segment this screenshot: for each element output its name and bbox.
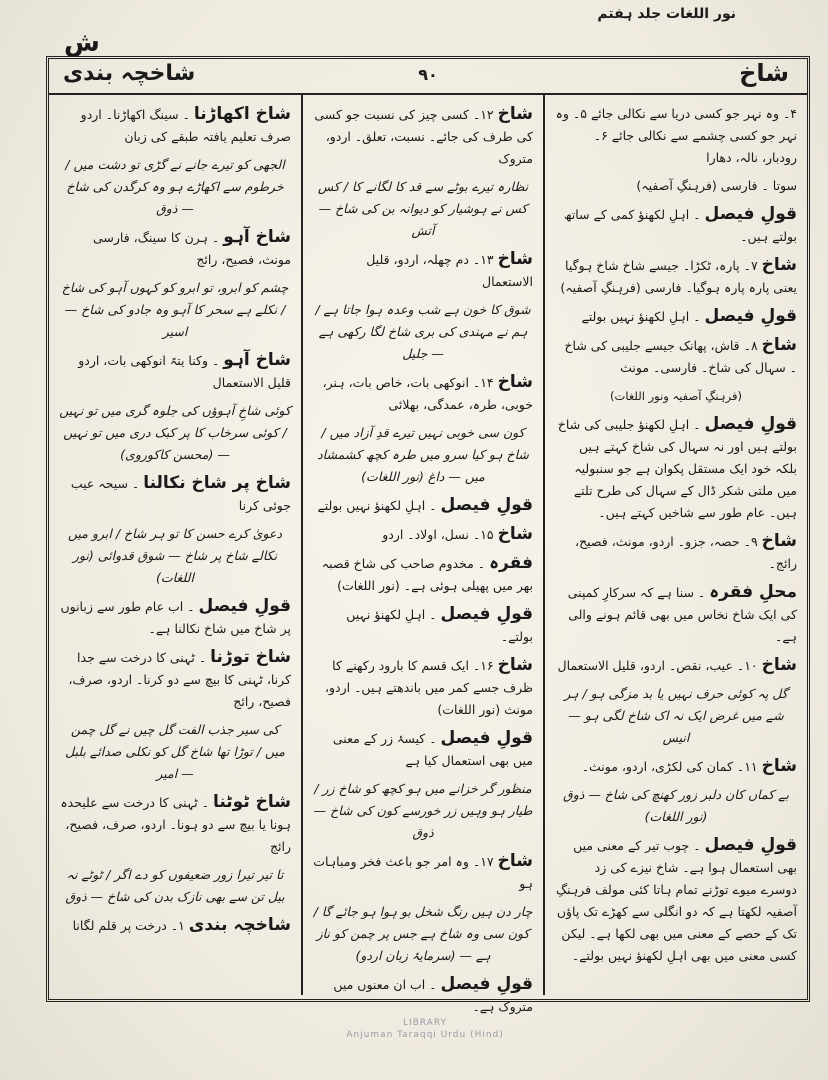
entry-definition: ۔ اب عام طور سے زبانوں پر شاخ میں شاخ نکالنا ہے۔ (60, 599, 291, 636)
dictionary-entry (313, 371, 533, 416)
stamp-line: LIBRARY (402, 1018, 448, 1028)
entry-definition: ۱۵۔ نسل، اولاد۔ اردو (382, 527, 498, 542)
verse-quotation: بے کماں کان دلبر زور کھنچ کی شاخ — ذوق (نور اللغات) (563, 787, 789, 824)
verse-quotation: چشم کو ابرو، تو ابرو کو کہوں آہو کی شاخ / نکلے ہے سحر کا آہو وہ جادو کی شاخ — اسیر (61, 280, 289, 339)
entry-headword: شاخ (761, 335, 797, 355)
entry-definition: ۔ سیحہ عیب جوئی کرنا (70, 476, 291, 513)
entry-headword: شاخ (497, 249, 533, 269)
dictionary-entry (313, 494, 533, 517)
dictionary-entry (313, 248, 533, 293)
entry-definition: ۱۳۔ دم چھلہ، اردو، قلیل الاستعمال (366, 252, 533, 289)
entry-headword: فقرہ (489, 553, 533, 573)
entry-headword: شاخچہ بندی (188, 915, 291, 935)
entry-definition: ۔ کیسۂ زر کے معنی میں بھی استعمال کیا ہے (332, 731, 533, 768)
entry-definition: ۱۔ درخت پر قلم لگانا (72, 918, 189, 933)
entry-definition: ۔ سنا ہے کہ سرکارِ کمپنی کی ایک شاخ نخاس میں بھی قائم ہونے والی ہے۔ (567, 585, 797, 644)
entry-headword: شاخ توڑنا (210, 647, 291, 667)
dictionary-entry (59, 646, 291, 713)
dictionary-entry (555, 654, 797, 677)
page-header (49, 59, 807, 95)
entry-headword: قولِ فیصل (704, 306, 797, 326)
dictionary-entry (555, 413, 797, 524)
entry-definition: ۱۱۔ کمان کی لکڑی، اردو، مونث۔ (581, 759, 762, 774)
verse-quotation: کی سیر جذب الفت گل چیں نے گل چمن میں / توڑا تھا شاخ گل کو نکلی صدائے بلبل — امیر (65, 722, 285, 781)
dictionary-entry (313, 603, 533, 648)
dictionary-entry (59, 914, 291, 937)
dictionary-entry (555, 834, 797, 967)
entry-definition: ۔ ٹہنی کا درخت سے جدا کرنا، ٹہنی کا بیچ سے دو کرنا۔ اردو، صرف، فصیح، رائج (68, 650, 291, 709)
entry-headword: شاخ آہو (223, 350, 291, 370)
entry-definition: ۔ وکنا یتہً انوکھی بات، اردو قلیل الاستعمال (78, 353, 291, 390)
dictionary-entry (59, 226, 291, 271)
entry-definition: ۱۴۔ انوکھی بات، خاص بات، ہنر، خوبی، طرہ، عمدگی، بھلائی (322, 375, 533, 412)
verse-quotation: دعویٰ کرے حسن کا تو ہر شاخ / ابرو میں نکالے شاخ پر شاخ — شوق قدوائی (نور اللغات) (68, 526, 282, 585)
dictionary-entry (555, 581, 797, 648)
entry-headword: قولِ فیصل (440, 604, 533, 624)
entry-headword: شاخ (497, 524, 533, 544)
entry-headword: قولِ فیصل (440, 728, 533, 748)
dictionary-entry (555, 334, 797, 379)
entry-headword: شاخ پر شاخ نکالنا (143, 473, 291, 493)
verse-quotation: گل پہ کوئی حرف نہیں یا بد مزگی ہو / ہر شے میں غرض ایک نہ اک شاخ لگی ہو — انیس (564, 686, 788, 745)
dictionary-entry (555, 305, 797, 328)
verse-quotation: کون سی خوبی نہیں تیرے قدِ آزاد میں / شاخ ہو کیا سرو میں طرہ کچھ کشمشاد میں — داغ (نور اللغات) (317, 425, 529, 484)
entry-headword: شاخ (761, 756, 797, 776)
entry-definition: ۱۶۔ ایک قسم کا بارود رکھنے کا ظرف جسے کمر میں باندھتے ہیں۔ اردو، مونث (نور اللغات) (324, 658, 533, 717)
verse-quotation: نظارہ تیرے بوٹے سے قد کا لگانے کا / کس کس نے ہوشیار کو دیوانہ بن کی شاخ — آتش (317, 179, 529, 238)
verse-quotation: منظور گر خزانے میں ہو کچھ کو شاخ زر / طیار ہو وہیں زر خورسے کون کی شاخ — ذوق (313, 781, 533, 840)
source-citation: (فرہنگِ آصفیہ ونور اللغات) (610, 389, 742, 403)
entry-text: سوتا ۔ فارسی (فرہنگِ آصفیہ) (636, 178, 797, 193)
entry-definition: ۔ اہلِ لکھنؤ نہیں بولتے۔ (346, 607, 533, 644)
entry-definition: ۔ اہلِ لکھنؤ نہیں بولتے (317, 498, 441, 513)
entry-definition: ۔ اہلِ لکھنؤ جلیبی کی شاخ بولتے ہیں اور نہ سہال کی شاخ کہتے ہیں بلکہ خود ایک مستقل پکوان ہے جو سنبولیہ میں ملتی شکر ڈال کے سہال کی طرح تلتے ہیں۔ عام طور سے شاخیں کہتے ہیں۔ (557, 417, 797, 520)
entry-definition: ۔ اہلِ لکھنؤ کمی کے ساتھ بولتے ہیں۔ (563, 207, 797, 244)
dictionary-entry (59, 103, 291, 148)
dictionary-entry (59, 791, 291, 858)
entry-definition: ۔ ٹہنی کا درخت سے علیحدہ ہونا یا بیچ سے دو ہونا۔ اردو، صرف، فصیح، رائج (60, 795, 291, 854)
page-number: ۹۰ (418, 65, 438, 84)
dictionary-entry (59, 472, 291, 517)
entry-headword: قولِ فیصل (704, 204, 797, 224)
page-frame (46, 56, 810, 1014)
dictionary-entry (555, 203, 797, 248)
dictionary-entry (313, 973, 533, 1018)
dictionary-entry (555, 755, 797, 778)
entry-definition: ۔ اب ان معنوں میں متروک ہے۔ (333, 977, 533, 1014)
verse-quotation: الجھی کو تیرے جانے نے گڑی تو دشت میں / خرطوم سے اکھاڑے ہو وہ کرگدن کی شاخ — ذوق (65, 157, 285, 216)
entry-definition: ۔ سینگ اکھاڑنا۔ اردو صرف تعلیم یافتہ طبقے کی زبان (80, 107, 291, 144)
column-left (49, 95, 301, 995)
entry-headword: شاخ آہو (223, 227, 291, 247)
dictionary-entry (313, 850, 533, 895)
head-letter: ش (64, 28, 100, 58)
dictionary-entry (313, 552, 533, 597)
entry-headword: شاخ (761, 531, 797, 551)
entry-definition: ۱۰۔ عیب، نقص۔ اردو، قلیل الاستعمال (557, 658, 762, 673)
library-stamp (300, 1018, 550, 1042)
running-head: نور اللغات جلد ہفتم (597, 6, 736, 22)
entry-definition: ۷۔ پارہ، ٹکڑا۔ جیسے شاخ شاخ ہوگیا یعنی پارہ پارہ ہوگیا۔ فارسی (فرہنگِ آصفیہ) (560, 258, 797, 295)
column-right (545, 95, 807, 995)
verse-quotation: تا تیر تیرا زور ضعیفوں کو دے اگر / ٹوٹے نہ بیل تن سے بھی نازک بدن کی شاخ — ذوق (65, 867, 285, 904)
entry-headword: قولِ فیصل (440, 495, 533, 515)
entry-headword: شاخ (497, 104, 533, 124)
dictionary-entry (313, 103, 533, 170)
entry-headword: قولِ فیصل (704, 835, 797, 855)
entry-definition: ۱۲۔ کسی چیز کی نسبت جو کسی کی طرف کی جائے۔ نسبت، تعلق۔ اردو، متروک (314, 107, 533, 166)
entry-headword: شاخ (497, 372, 533, 392)
entry-headword: شاخ اکھاڑنا (193, 104, 291, 124)
stamp-line: Anjuman Taraqqi Urdu (Hind) (346, 1030, 504, 1040)
entry-headword: محلِ فقرہ (709, 582, 797, 602)
entry-headword: شاخ (497, 655, 533, 675)
verse-quotation: کوئی شاخِ آہوؤں کی جلوہ گری میں تو نہیں / کوئی سرخاب کا پر کبک دری میں تو نہیں — (محسن کاکوروی) (59, 403, 291, 462)
verse-quotation: شوق کا خون ہے شب وعدہ ہوا جاتا ہے / ہم نے مہندی کی بری شاخ لگا رکھی ہے — جلیل (315, 302, 531, 361)
column-middle (301, 95, 545, 1014)
entry-headword: شاخ ٹوٹنا (212, 792, 291, 812)
entry-text: ۴۔ وہ نہر جو کسی دریا سے نکالی جائے ۵۔ وہ نہر جو کسی چشمے سے نکالی جائے ۶۔ رودبار، نالہ، دھارا (555, 106, 797, 165)
header-last-entry: شاخچہ بندی (63, 61, 196, 86)
entry-headword: قولِ فیصل (440, 974, 533, 994)
dictionary-entry (555, 530, 797, 575)
entry-definition: ۹۔ حصہ، جزو۔ اردو، مونث، فصیح، رائج۔ (575, 534, 797, 571)
entry-definition: ۔ مخدوم صاحب کی شاخ قصبہ بھر میں پھیلی ہوئی ہے۔ (نور اللغات) (321, 556, 533, 593)
entry-headword: قولِ فیصل (198, 596, 291, 616)
entry-headword: شاخ (761, 255, 797, 275)
dictionary-entry (313, 654, 533, 721)
entry-definition: ۸۔ قاش، پھانک جیسے جلیبی کی شاخ ۔ سہال کی شاخ۔ فارسی۔ مونث (564, 338, 797, 375)
entry-definition: ۔ چوب تیر کے معنی میں بھی استعمال ہوا ہے۔ شاخ نیزے کی زد دوسرے میوے توڑنے تمام ہاتا کئی مولف فرہنگِ آصفیہ لکھتا ہے کہ دو انگلی سے کھڑے تک پاؤں تک کے حصے کے معنی میں بھی لکھا ہے۔ لیکن کسی معنی میں بھی اہلِ لکھنؤ نہیں بولتے۔ (555, 838, 797, 963)
dictionary-entry (313, 523, 533, 546)
entry-definition: ۔ اہلِ لکھنؤ نہیں بولتے (581, 309, 705, 324)
dictionary-entry (59, 595, 291, 640)
header-first-entry: شاخ (739, 59, 789, 87)
dictionary-entry (59, 349, 291, 394)
dictionary-entry (555, 254, 797, 299)
entry-definition: ۔ ہرن کا سینگ، فارسی مونث، فصیح، رائج (92, 230, 291, 267)
entry-definition: ۱۷۔ وہ امر جو باعث فخر ومباہات ہو (313, 854, 533, 891)
verse-quotation: چار دن ہیں رنگ شخل بو ہوا ہو جائے گا / کون سی وہ شاخ ہے جس پر چمن کو ناز ہے — (سرمایۂ زبان اردو) (313, 904, 533, 963)
entry-headword: شاخ (497, 851, 533, 871)
entry-headword: شاخ (761, 655, 797, 675)
dictionary-entry (313, 727, 533, 772)
entry-headword: قولِ فیصل (704, 414, 797, 434)
